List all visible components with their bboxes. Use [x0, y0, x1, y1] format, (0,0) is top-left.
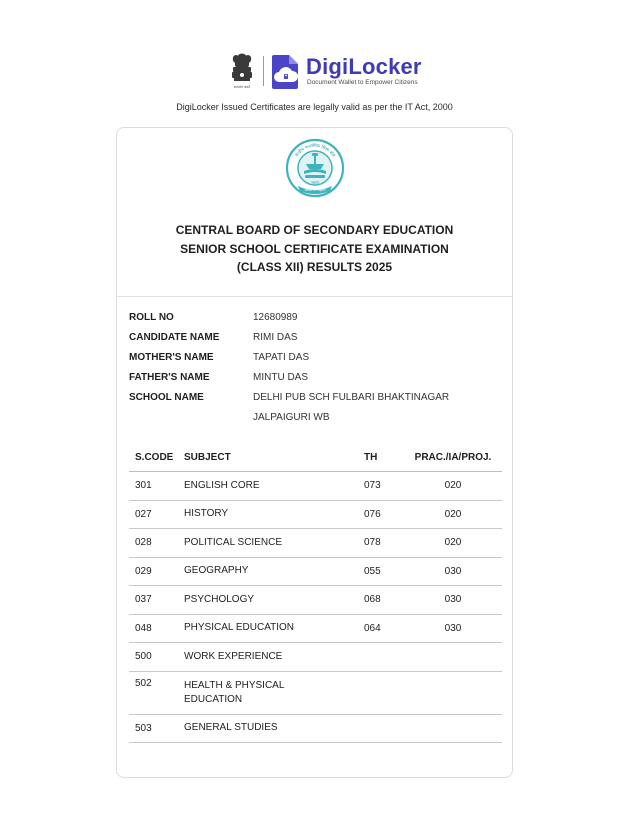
subject-name: ENGLISH CORE — [184, 472, 364, 501]
detail-value — [253, 388, 499, 428]
national-emblem-icon — [229, 51, 255, 91]
practical-marks: 020 — [404, 500, 502, 529]
page-header — [0, 0, 629, 120]
subject-code: 028 — [129, 529, 184, 558]
detail-value: MINTU DAS — [253, 372, 308, 383]
theory-marks: 076 — [364, 500, 404, 529]
header-th: TH — [364, 444, 404, 472]
detail-label: FATHER'S NAME — [129, 372, 210, 383]
detail-label: SCHOOL NAME — [129, 392, 204, 403]
seal-top-text: केन्द्रीय माध्यमिक शिक्षा बोर्ड — [293, 142, 337, 158]
subject-name — [184, 671, 364, 714]
school-name-line-2: JALPAIGURI WB — [253, 412, 330, 423]
cbse-seal-icon — [285, 138, 345, 198]
practical-marks: 030 — [404, 586, 502, 615]
practical-marks — [404, 671, 502, 714]
detail-mothers-name — [129, 348, 499, 368]
theory-marks: 064 — [364, 614, 404, 643]
subject-name: PHYSICAL EDUCATION — [184, 614, 364, 643]
title-line-2: SENIOR SCHOOL CERTIFICATE EXAMINATION — [180, 241, 449, 256]
subject-name-line-2: EDUCATION — [184, 693, 243, 705]
subject-name: GENERAL STUDIES — [184, 714, 364, 743]
table-row — [129, 714, 502, 743]
theory-marks: 055 — [364, 557, 404, 586]
subject-name: GEOGRAPHY — [184, 557, 364, 586]
table-row — [129, 557, 502, 586]
subject-name-line-1: HEALTH & PHYSICAL — [184, 679, 285, 691]
subject-name: PSYCHOLOGY — [184, 586, 364, 615]
header-prac: PRAC./IA/PROJ. — [404, 444, 502, 472]
detail-fathers-name — [129, 368, 499, 388]
subject-name: HISTORY — [184, 500, 364, 529]
candidate-details — [129, 308, 499, 428]
subject-code: 301 — [129, 472, 184, 501]
detail-value: RIMI DAS — [253, 332, 298, 343]
detail-school-name — [129, 388, 499, 428]
subject-code: 037 — [129, 586, 184, 615]
theory-marks: 068 — [364, 586, 404, 615]
practical-marks: 030 — [404, 614, 502, 643]
detail-label: ROLL NO — [129, 312, 174, 323]
detail-roll-no — [129, 308, 499, 328]
detail-value: 12680989 — [253, 312, 298, 323]
title-line-1: CENTRAL BOARD OF SECONDARY EDUCATION — [175, 223, 454, 237]
practical-marks: 020 — [404, 529, 502, 558]
table-row — [129, 614, 502, 643]
certificate-title — [117, 221, 512, 277]
digilocker-logo — [229, 50, 422, 92]
brand-text — [306, 55, 422, 87]
header-scode: S.CODE — [129, 444, 184, 472]
marks-table — [129, 444, 502, 743]
digilocker-cloud-icon — [270, 52, 302, 90]
subject-code: 503 — [129, 714, 184, 743]
theory-marks — [364, 643, 404, 672]
header-subject: SUBJECT — [184, 444, 364, 472]
detail-candidate-name — [129, 328, 499, 348]
logo-divider — [263, 56, 264, 86]
practical-marks: 020 — [404, 472, 502, 501]
brand-tagline: Document Wallet to Empower Citizens — [307, 79, 418, 86]
table-row — [129, 671, 502, 714]
practical-marks — [404, 714, 502, 743]
subject-code: 048 — [129, 614, 184, 643]
table-row — [129, 500, 502, 529]
table-row — [129, 643, 502, 672]
practical-marks: 030 — [404, 557, 502, 586]
table-row — [129, 472, 502, 501]
practical-marks — [404, 643, 502, 672]
seal-bottom-text: भारत — [311, 180, 319, 185]
table-row — [129, 586, 502, 615]
seal-motto: असतो मा सद्गमय — [304, 188, 326, 192]
subject-code: 502 — [129, 671, 184, 714]
table-header-row — [129, 444, 502, 472]
legal-validity-note: DigiLocker Issued Certificates are legally valid as per the IT Act, 2000 — [176, 102, 453, 112]
theory-marks: 078 — [364, 529, 404, 558]
subject-code: 029 — [129, 557, 184, 586]
title-line-3: (CLASS XII) RESULTS 2025 — [236, 260, 393, 274]
subject-name: WORK EXPERIENCE — [184, 643, 364, 672]
theory-marks: 073 — [364, 472, 404, 501]
brand-name: DigiLocker — [306, 54, 422, 79]
card-header — [117, 128, 512, 297]
emblem-caption: सत्यमेव जयते — [233, 85, 251, 89]
school-name-line-1: DELHI PUB SCH FULBARI BHAKTINAGAR — [253, 392, 450, 403]
result-card — [116, 127, 513, 778]
subject-code: 500 — [129, 643, 184, 672]
theory-marks — [364, 671, 404, 714]
subject-code: 027 — [129, 500, 184, 529]
theory-marks — [364, 714, 404, 743]
detail-label: CANDIDATE NAME — [129, 332, 220, 343]
subject-name: POLITICAL SCIENCE — [184, 529, 364, 558]
table-row — [129, 529, 502, 558]
detail-label: MOTHER'S NAME — [129, 352, 214, 363]
detail-value: TAPATI DAS — [253, 352, 310, 363]
